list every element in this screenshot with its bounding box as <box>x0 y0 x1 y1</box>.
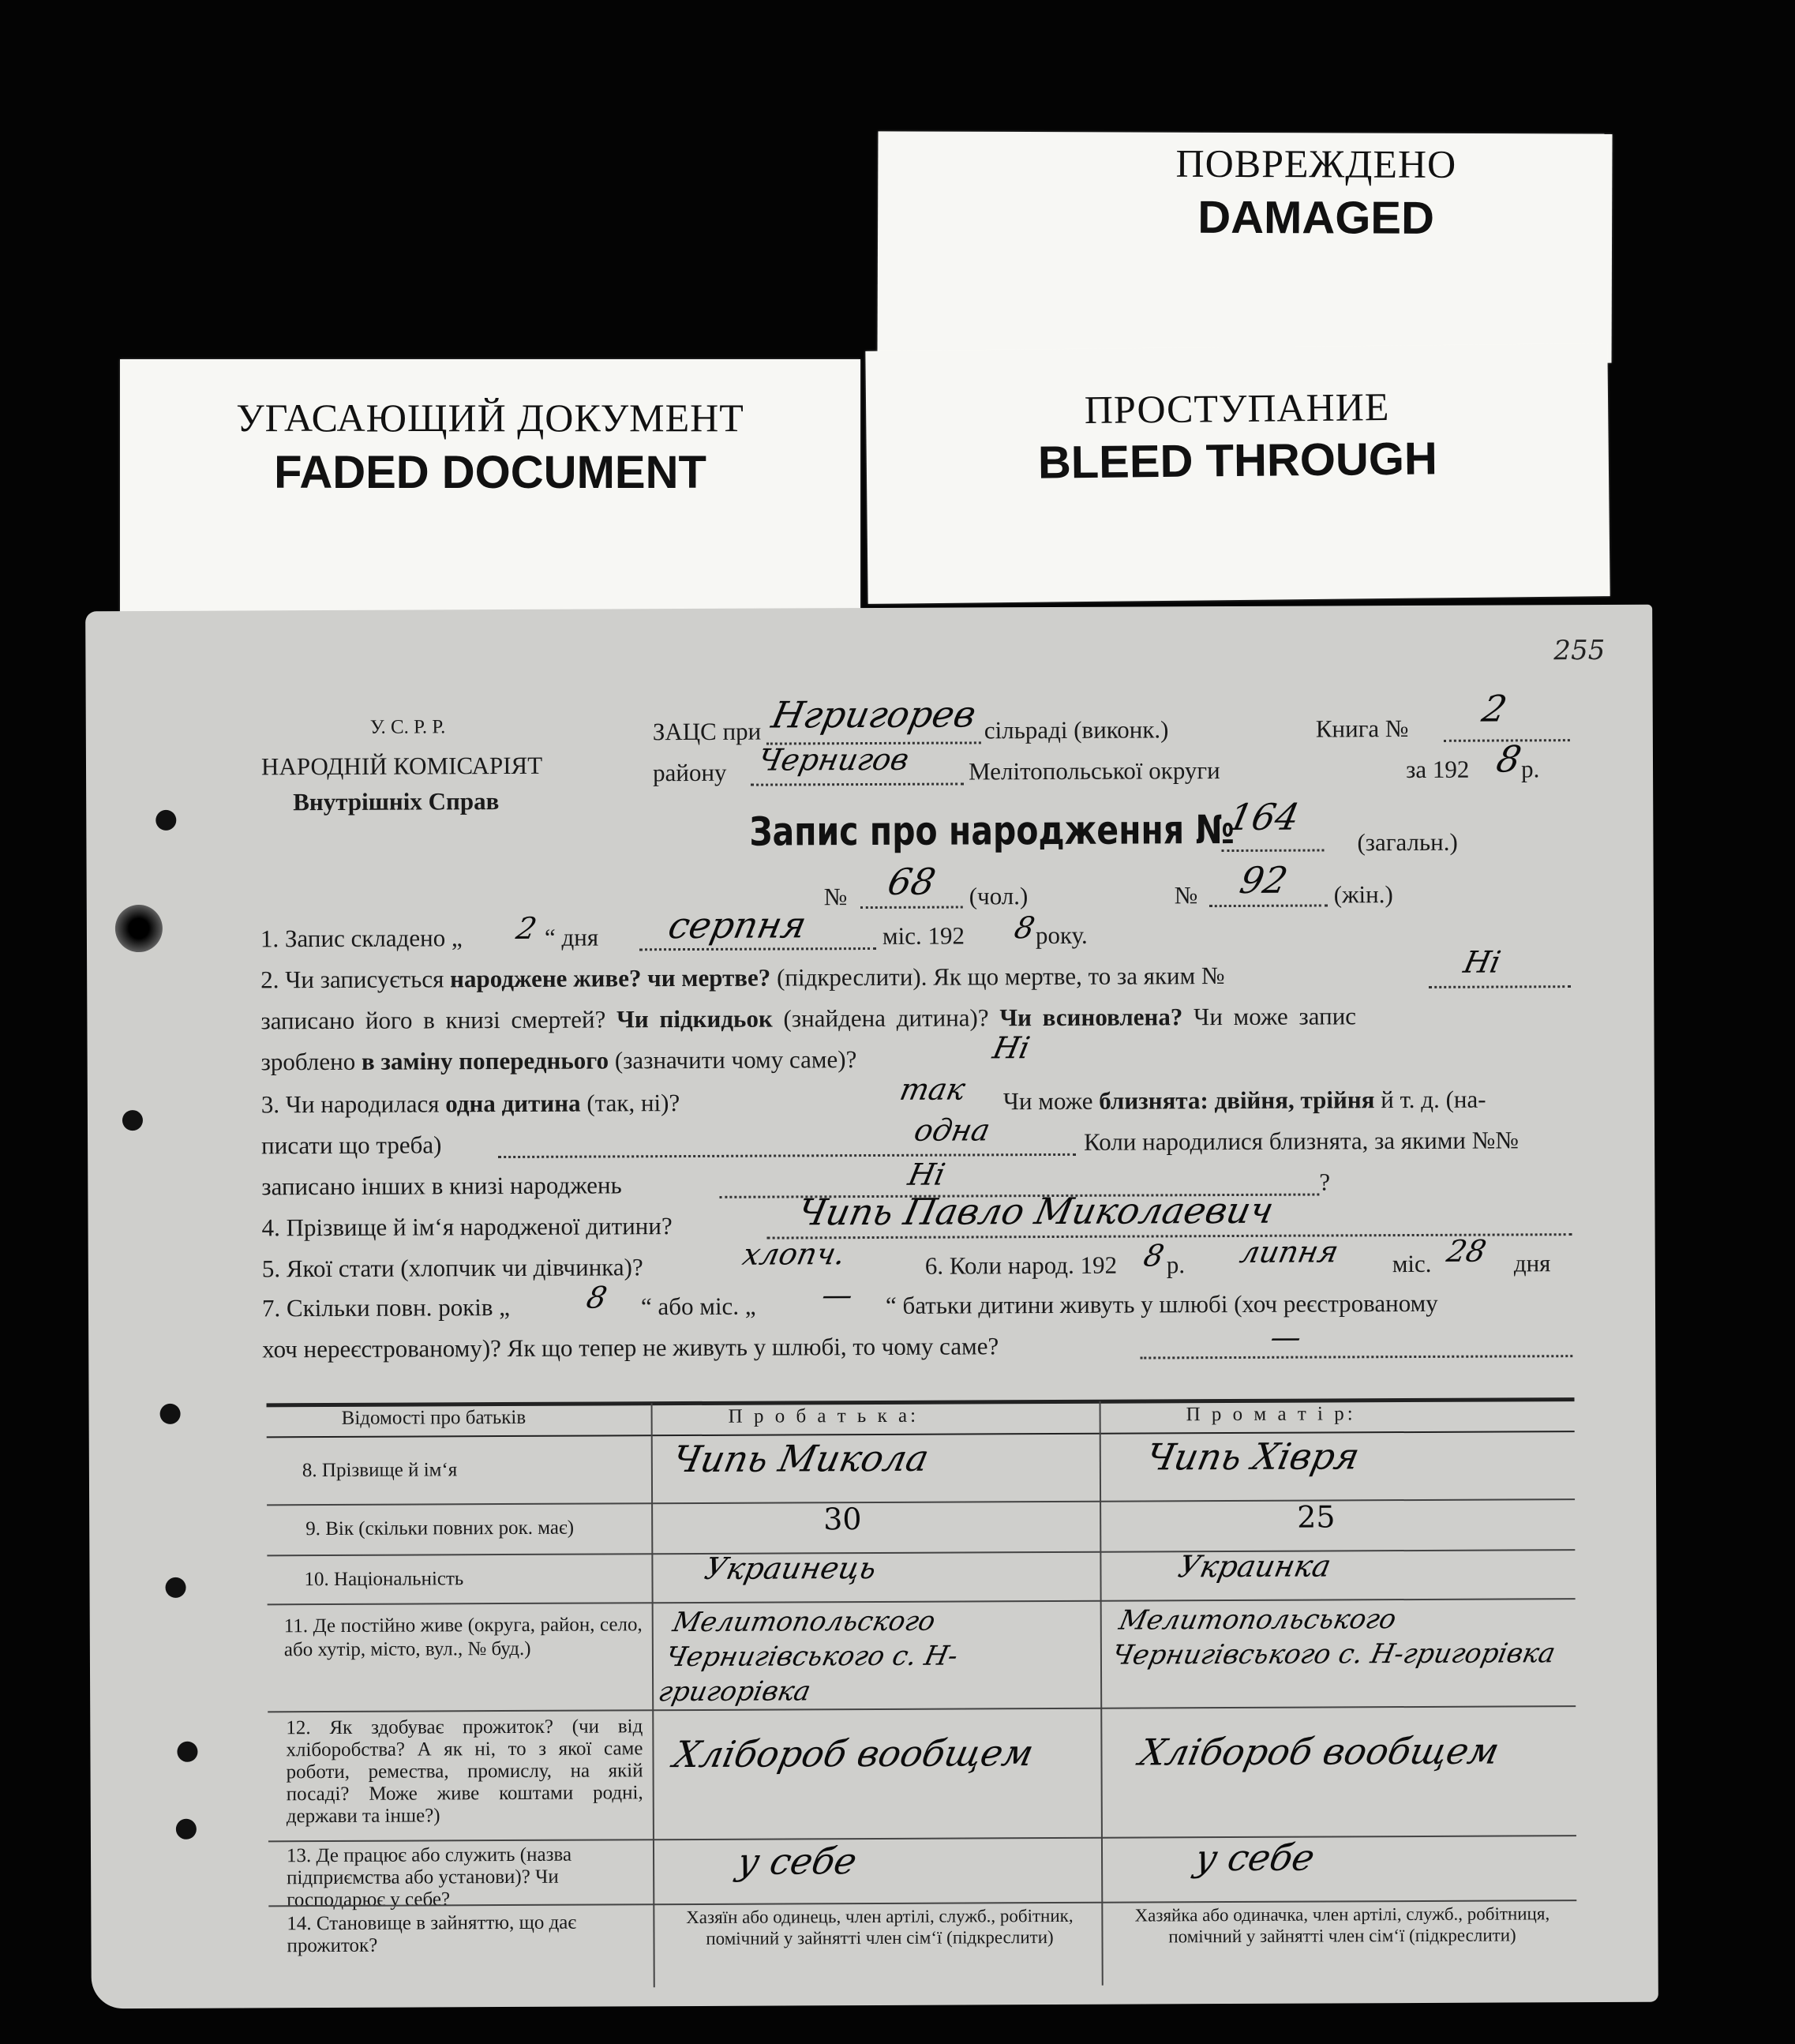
q7-line1-a: 7. Скільки повн. років „ <box>261 1293 511 1322</box>
header-ussr: У. С. Р. Р. <box>369 716 446 738</box>
female-no-handwritten: 92 <box>1236 858 1291 902</box>
q3-line3-a: записано інших в книзі народжень <box>261 1171 622 1201</box>
okruga-label: Мелітопольської округи <box>968 756 1220 786</box>
q3-line2-b: Коли народилися близнята, за якими №№ <box>1084 1126 1519 1156</box>
row-12-mother: Хлібороб вообщем <box>1135 1729 1504 1774</box>
q2-line2-b: Чи підкидьок <box>616 1004 773 1033</box>
q2-line1 <box>260 962 1225 994</box>
q7-years-handwritten: 8 <box>583 1280 610 1315</box>
q2-answer3-handwritten: Ні <box>989 1030 1033 1066</box>
q3-line1-f: й т. д. (на- <box>1381 1085 1486 1114</box>
q1-b: “ дня <box>544 923 599 951</box>
damaged-label-card <box>877 131 1612 362</box>
female-label: (жін.) <box>1333 880 1393 909</box>
q3-answer1-handwritten: так <box>897 1071 969 1107</box>
q1-d: року. <box>1035 921 1088 950</box>
q6-b: р. <box>1166 1251 1186 1279</box>
q2-line2 <box>260 1002 1356 1035</box>
q7-months-handwritten: — <box>819 1277 856 1313</box>
header-commissariat: НАРОДНІЙ КОМІСАРІЯТ <box>260 751 543 781</box>
table-header-mother: П р о м а т і р: <box>1186 1403 1356 1426</box>
q2-line2-e: Чи може запис <box>1194 1002 1357 1031</box>
q6-a: 6. Коли народ. 192 <box>924 1251 1118 1280</box>
q2-answer1-handwritten: Ні <box>1460 944 1504 980</box>
table-top-rule <box>267 1397 1575 1407</box>
row-14-father: Хазяїн або одинець, член артілі, служб., робітник, помічний у зайнятті член сім‘ї (підкреслити) <box>686 1905 1074 1948</box>
male-label: (чол.) <box>969 882 1029 910</box>
q3-line1-a: 3. Чи народилася <box>260 1090 440 1119</box>
q3-line1 <box>261 1089 680 1119</box>
q3-answer3-handwritten: Ні <box>905 1157 949 1192</box>
punch-hole <box>115 905 163 952</box>
table-col-divider-1 <box>651 1403 655 1987</box>
row-8-father: Чипь Микола <box>669 1436 933 1481</box>
q1-day-handwritten: 2 <box>513 910 540 946</box>
q7-line2: хоч нереєстрованому)? Як що тепер не живуть у шлюбі, то чому саме? <box>262 1332 999 1363</box>
q5-label: 5. Якої стати (хлопчик чи дівчинка)? <box>261 1253 643 1283</box>
q2-line1-rest: (підкреслити). Як що мертве, то за яким № <box>776 962 1225 992</box>
table-col-divider-2 <box>1100 1401 1104 1986</box>
year-suffix: р. <box>1520 755 1540 783</box>
q7-answer-underline <box>1140 1355 1572 1359</box>
bleed-label-card <box>865 343 1610 604</box>
male-no-handwritten: 68 <box>884 860 939 903</box>
year-digit-handwritten: 8 <box>1493 737 1525 781</box>
table-header-info: Відомості про батьків <box>341 1406 527 1429</box>
q2-line1-bold: народжене живе? чи мертве? <box>449 963 771 993</box>
q3-line1-right <box>1003 1086 1486 1116</box>
q6-day-handwritten: 28 <box>1444 1233 1490 1269</box>
damaged-label-en: DAMAGED <box>1197 191 1435 244</box>
row-9-mother: 25 <box>1297 1499 1336 1535</box>
q5-answer-handwritten: хлопч. <box>740 1236 849 1272</box>
faded-label-ru: УГАСАЮЩИЙ ДОКУМЕНТ <box>236 396 744 440</box>
punch-hole <box>160 1404 181 1424</box>
row-divider <box>268 1835 1576 1842</box>
record-no-handwritten: 164 <box>1224 795 1303 839</box>
female-no-label: № <box>1174 881 1198 909</box>
q3-line2-a: писати що треба) <box>261 1131 442 1160</box>
rayon-prefix: району <box>652 758 727 787</box>
q2-line3-c: (зазначити чому саме)? <box>614 1045 857 1075</box>
book-no-handwritten: 2 <box>1478 687 1511 730</box>
punch-hole <box>176 1819 197 1840</box>
row-8-label: 8. Прізвище й ім‘я <box>302 1459 458 1482</box>
row-11-mother: Мелитопольського Чернигівського с. Н-григорівка <box>1109 1603 1558 1671</box>
q3-answer2-underline <box>498 1153 1076 1158</box>
q4-answer-handwritten: Чипь Павло Миколаевич <box>793 1188 1278 1234</box>
book-label: Книга № <box>1315 714 1409 743</box>
q1-month-handwritten: серпня <box>665 903 811 947</box>
q2-line2-d: Чи всиновлена? <box>999 1003 1183 1032</box>
bleed-label-ru: ПРОСТУПАНИЕ <box>1084 384 1390 433</box>
damaged-label-ru: ПОВРЕЖДЕНО <box>1175 141 1457 186</box>
q6-c: міс. <box>1392 1249 1432 1278</box>
row-13-father: у себе <box>733 1840 861 1883</box>
q6-month-handwritten: липня <box>1237 1234 1342 1270</box>
row-divider <box>267 1498 1575 1506</box>
q2-line2-c: (знайдена дитина)? <box>783 1003 989 1033</box>
zags-prefix: ЗАЦС при <box>652 717 762 746</box>
q2-line3-b: в заміну попереднього <box>361 1046 609 1075</box>
q3-line1-d: Чи може <box>1002 1086 1093 1116</box>
row-8-mother: Чипь Хівря <box>1142 1435 1364 1479</box>
rayon-underline <box>751 782 964 786</box>
q7-answer-handwritten: — <box>1267 1319 1305 1355</box>
row-9-label: 9. Вік (скільки повних рок. має) <box>305 1517 575 1540</box>
q2-line3 <box>261 1045 857 1076</box>
q2-answer1-underline <box>1429 985 1571 988</box>
birth-record-form <box>85 605 1658 2009</box>
row-10-father: Украинець <box>701 1550 880 1586</box>
q7-line1-b: “ або міс. „ <box>640 1292 756 1321</box>
q3-line1-b: одна дитина <box>445 1089 581 1118</box>
header-internal-affairs: Внутрішніх Справ <box>293 787 500 816</box>
row-divider <box>267 1549 1575 1556</box>
male-no-underline <box>860 906 963 909</box>
q3-line3-b: ? <box>1319 1168 1331 1196</box>
row-13-mother: у себе <box>1191 1836 1319 1880</box>
punch-hole <box>177 1742 197 1762</box>
q1-c: міс. 192 <box>882 921 965 950</box>
faded-label-en: FADED DOCUMENT <box>274 447 706 498</box>
bleed-label-en: BLEED THROUGH <box>1037 433 1438 489</box>
q3-answer2-handwritten: одна <box>911 1112 994 1148</box>
q3-line1-e: близнята: двійня, трійня <box>1099 1086 1375 1115</box>
rayon-handwritten: Чернигов <box>755 741 912 778</box>
q3-line1-c: (так, ні)? <box>586 1089 680 1117</box>
q1-a: 1. Запис складено „ <box>260 924 463 953</box>
faded-label-card <box>120 359 860 643</box>
year-prefix: за 192 <box>1405 755 1470 784</box>
punch-hole <box>122 1110 143 1131</box>
row-14-label: 14. Становище в зайняттю, що дає прожиток? <box>287 1911 577 1957</box>
table-header-father: П р о б а т ь к а: <box>728 1405 920 1427</box>
q7-line1-c: “ батьки дитини живуть у шлюбі (хоч реєстрованому <box>885 1288 1438 1319</box>
q6-d: дня <box>1513 1249 1551 1277</box>
row-13-label: 13. Де працює або служить (назва підприємства або установи)? Чи господарює у себе? <box>286 1843 572 1911</box>
row-10-mother: Украинка <box>1175 1548 1335 1585</box>
row-11-label: 11. Де постійно живе (округа, район, село, або хутір, місто, вул., № буд.) <box>283 1614 643 1661</box>
form-title: Запис про народження № <box>749 806 1235 855</box>
total-label: (загальн.) <box>1357 827 1458 857</box>
row-12-label: 12. Як здобуває прожиток? (чи від хліборобства? А як ні, то з якої саме роботи, ремества, промислу, на якій посаді? Може живе коштами родні, держави та інше?) <box>286 1716 643 1828</box>
record-no-underline <box>1221 849 1324 852</box>
q1-year-handwritten: 8 <box>1011 910 1038 946</box>
zags-suffix: сільраді (виконк.) <box>984 715 1169 744</box>
q6-year-handwritten: 8 <box>1141 1238 1167 1273</box>
q4-label: 4. Прізвище й ім‘я народженої дитини? <box>261 1212 673 1242</box>
q2-line3-a: зроблено <box>260 1047 356 1076</box>
row-10-label: 10. Національність <box>304 1568 464 1591</box>
q2-line2-a: записано його в книзі смертей? <box>260 1005 606 1035</box>
row-9-father: 30 <box>823 1502 862 1537</box>
male-no-label: № <box>823 883 848 911</box>
row-11-father: Мелитопольского Чернигівського с. Н-григорівка <box>655 1605 961 1708</box>
punch-hole <box>165 1577 185 1598</box>
punch-hole <box>156 810 176 831</box>
row-14-mother: Хазяйка або одиначка, член артілі, служб., робітниця, помічний у зайнятті член сім‘ї (підкреслити) <box>1134 1903 1550 1947</box>
q1-month-underline <box>639 947 876 951</box>
zags-village-handwritten: Нгригорев <box>768 692 980 737</box>
female-no-underline <box>1209 904 1328 907</box>
page-number: 255 <box>1553 634 1606 667</box>
row-12-father: Хлібороб вообщем <box>669 1731 1038 1776</box>
q2-line1-a: 2. Чи записується <box>260 965 444 994</box>
